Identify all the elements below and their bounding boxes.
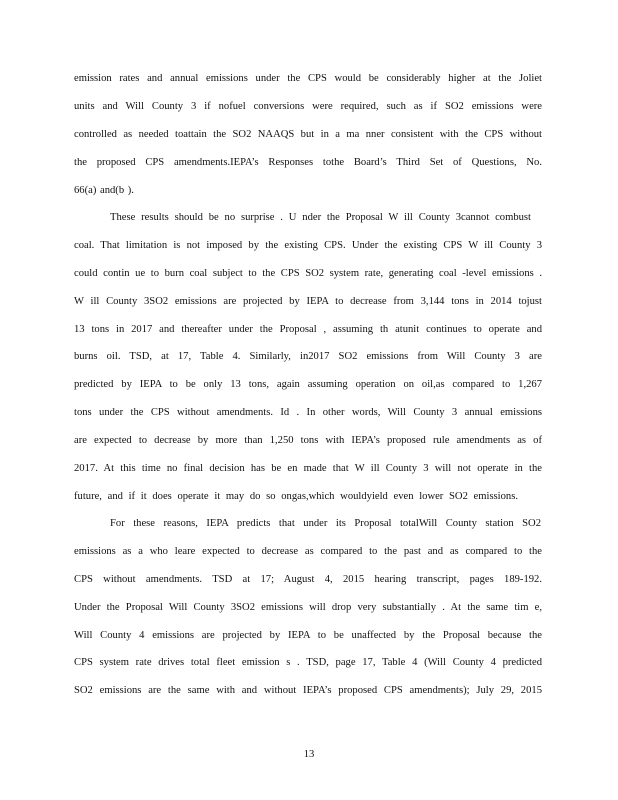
text-line: units and Will County 3 if nofuel conversions were required, such as if SO2 emissions were [74, 101, 542, 112]
text-line: W ill County 3SO2 emissions are projected by IEPA to decrease from 3,144 tons in 2014 tojust [74, 296, 542, 307]
page-number: 13 [303, 749, 315, 760]
text-line: emission rates and annual emissions under the CPS would be considerably higher at the Joliet [74, 73, 542, 84]
text-line: coal. That limitation is not imposed by the existing CPS. Under the existing CPS W ill County 3 [74, 240, 542, 251]
text-line: 13 tons in 2017 and thereafter under the Proposal , assuming th atunit continues to operate and [74, 324, 542, 335]
text-line: 2017. At this time no final decision has be en made that W ill County 3 will not operate in the [74, 463, 542, 474]
text-line: Will County 4 emissions are projected by IEPA to be unaffected by the Proposal because the [74, 630, 542, 641]
paragraph-first-line: These results should be no surprise . U nder the Proposal W ill County 3cannot combust [110, 212, 531, 223]
text-line: Under the Proposal Will County 3SO2 emissions will drop very substantially . At the same tim e, [74, 602, 542, 613]
text-line: could contin ue to burn coal subject to the CPS SO2 system rate, generating coal -level emissions . [74, 268, 542, 279]
text-line: predicted by IEPA to be only 13 tons, again assuming operation on oil,as compared to 1,267 [74, 379, 542, 390]
text-line: emissions as a who leare expected to decrease as compared to the past and as compared to the [74, 546, 542, 557]
text-line: 66(a) and(b ). [74, 185, 134, 196]
paragraph-first-line: For these reasons, IEPA predicts that under its Proposal totalWill County station SO2 [110, 518, 541, 529]
text-line: controlled as needed toattain the SO2 NAAQS but in a ma nner consistent with the CPS without [74, 129, 542, 140]
text-line: the proposed CPS amendments.IEPA’s Responses tothe Board’s Third Set of Questions, No. [74, 157, 542, 168]
text-line: are expected to decrease by more than 1,250 tons with IEPA’s proposed rule amendments as of [74, 435, 542, 446]
text-line: tons under the CPS without amendments. Id . In other words, Will County 3 annual emissions [74, 407, 542, 418]
text-line: CPS system rate drives total fleet emission s . TSD, page 17, Table 4 (Will County 4 predicted [74, 657, 542, 668]
text-line: SO2 emissions are the same with and without IEPA’s proposed CPS amendments); July 29, 2015 [74, 685, 542, 696]
text-line: future, and if it does operate it may do so ongas,which wouldyield even lower SO2 emissions. [74, 491, 518, 502]
text-line: burns oil. TSD, at 17, Table 4. Similarly, in2017 SO2 emissions from Will County 3 are [74, 351, 542, 362]
text-line: CPS without amendments. TSD at 17; August 4, 2015 hearing transcript, pages 189-192. [74, 574, 542, 585]
